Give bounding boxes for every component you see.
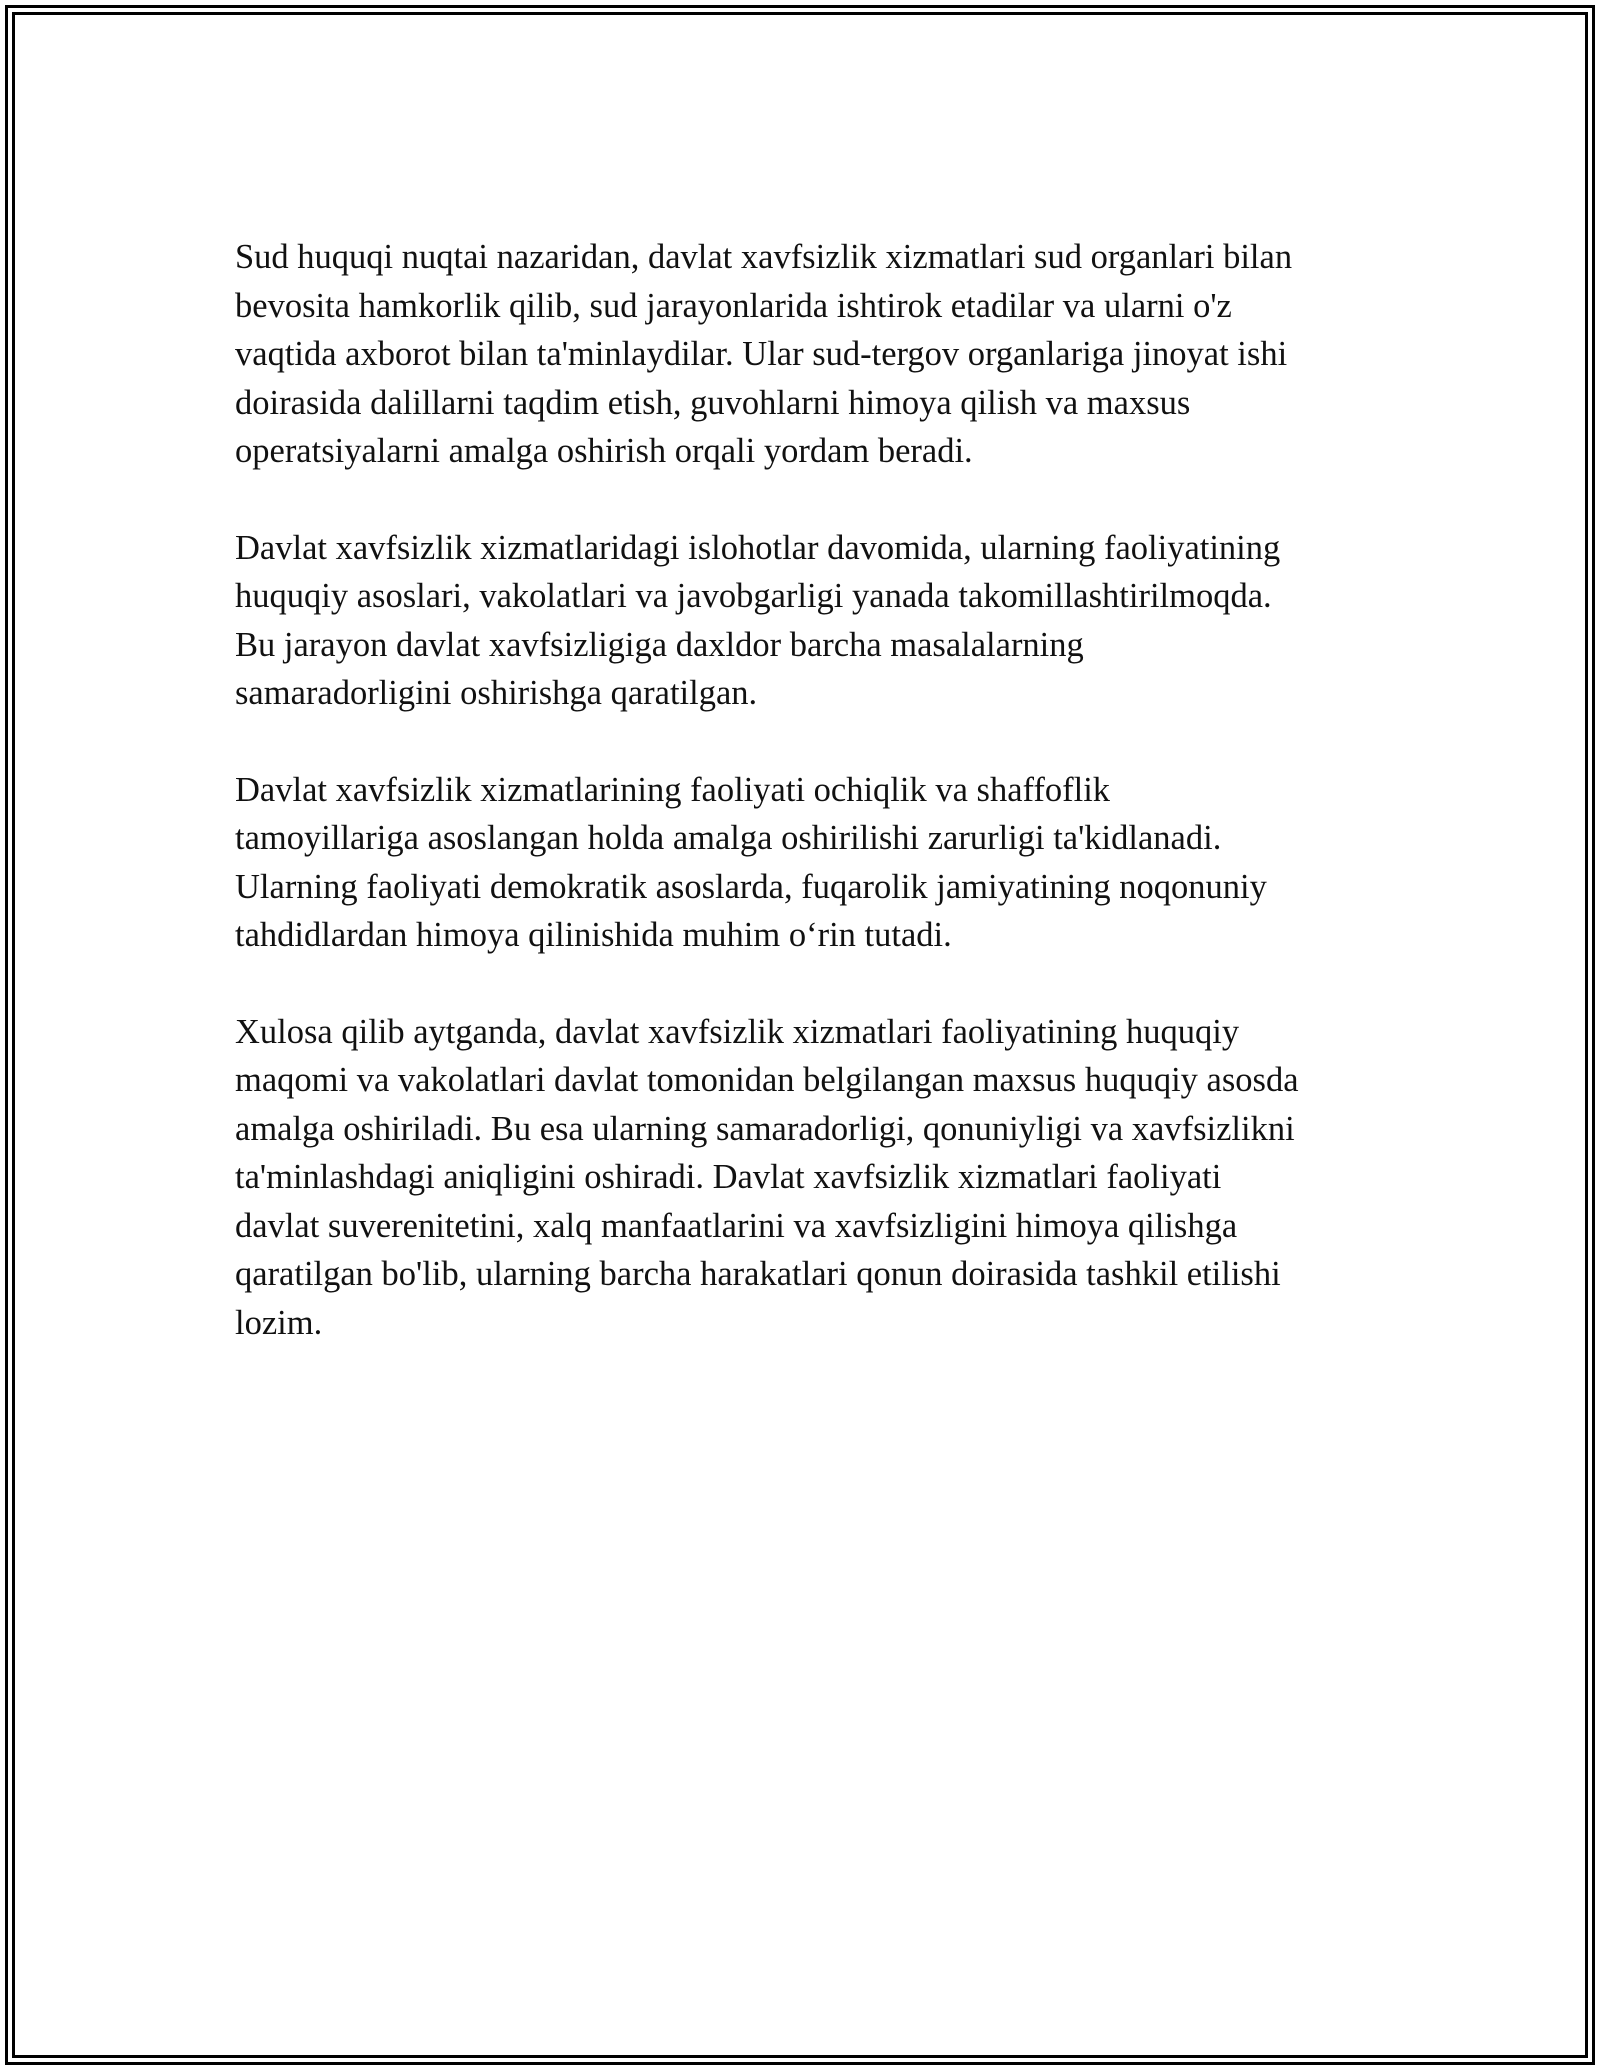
document-body bbox=[235, 233, 1385, 1395]
paragraph-2: Davlat xavfsizlik xizmatlaridagi islohotlar davomida, ularning faoliyatining huquqiy asoslari, vakolatlari va javobgarligi yanada takomillashtirilmoqda. Bu jarayon davlat xavfsizligiga daxldor barcha masalalarning samaradorligini oshirishga qaratilgan. bbox=[235, 528, 1281, 712]
paragraph-3: Davlat xavfsizlik xizmatlarining faoliyati ochiqlik va shaffoflik tamoyillariga asoslangan holda amalga oshirilishi zarurligi ta'kidlanadi. Ularning faoliyati demokratik asoslarda, fuqarolik jamiyatining noqonuniy tahdidlardan himoya qilinishida muhim o‘rin tutadi. bbox=[235, 770, 1267, 954]
paragraph-1: Sud huquqi nuqtai nazaridan, davlat xavfsizlik xizmatlari sud organlari bilan bevosita hamkorlik qilib, sud jarayonlarida ishtirok etadilar va ularni o'z vaqtida axborot bilan ta'minlaydilar. Ular sud-tergov organlariga jinoyat ishi doirasida dalillarni taqdim etish, guvohlarni himoya qilish va maxsus operatsiyalarni amalga oshirish orqali yordam beradi. bbox=[235, 238, 1293, 470]
paragraph-4: Xulosa qilib aytganda, davlat xavfsizlik xizmatlari faoliyatining huquqiy maqomi va vakolatlari davlat tomonidan belgilangan maxsus huquqiy asosda amalga oshiriladi. Bu esa ularning samaradorligi, qonuniyligi va xavfsizlikni ta'minlashdagi aniqligini oshiradi. Davlat xavfsizlik xizmatlari faoliyati davlat suverenitetini, xalq manfaatlarini va xavfsizligini himoya qilishga qaratilgan bo'lib, ularning barcha harakatlari qonun doirasida tashkil etilishi lozim. bbox=[235, 1012, 1299, 1342]
